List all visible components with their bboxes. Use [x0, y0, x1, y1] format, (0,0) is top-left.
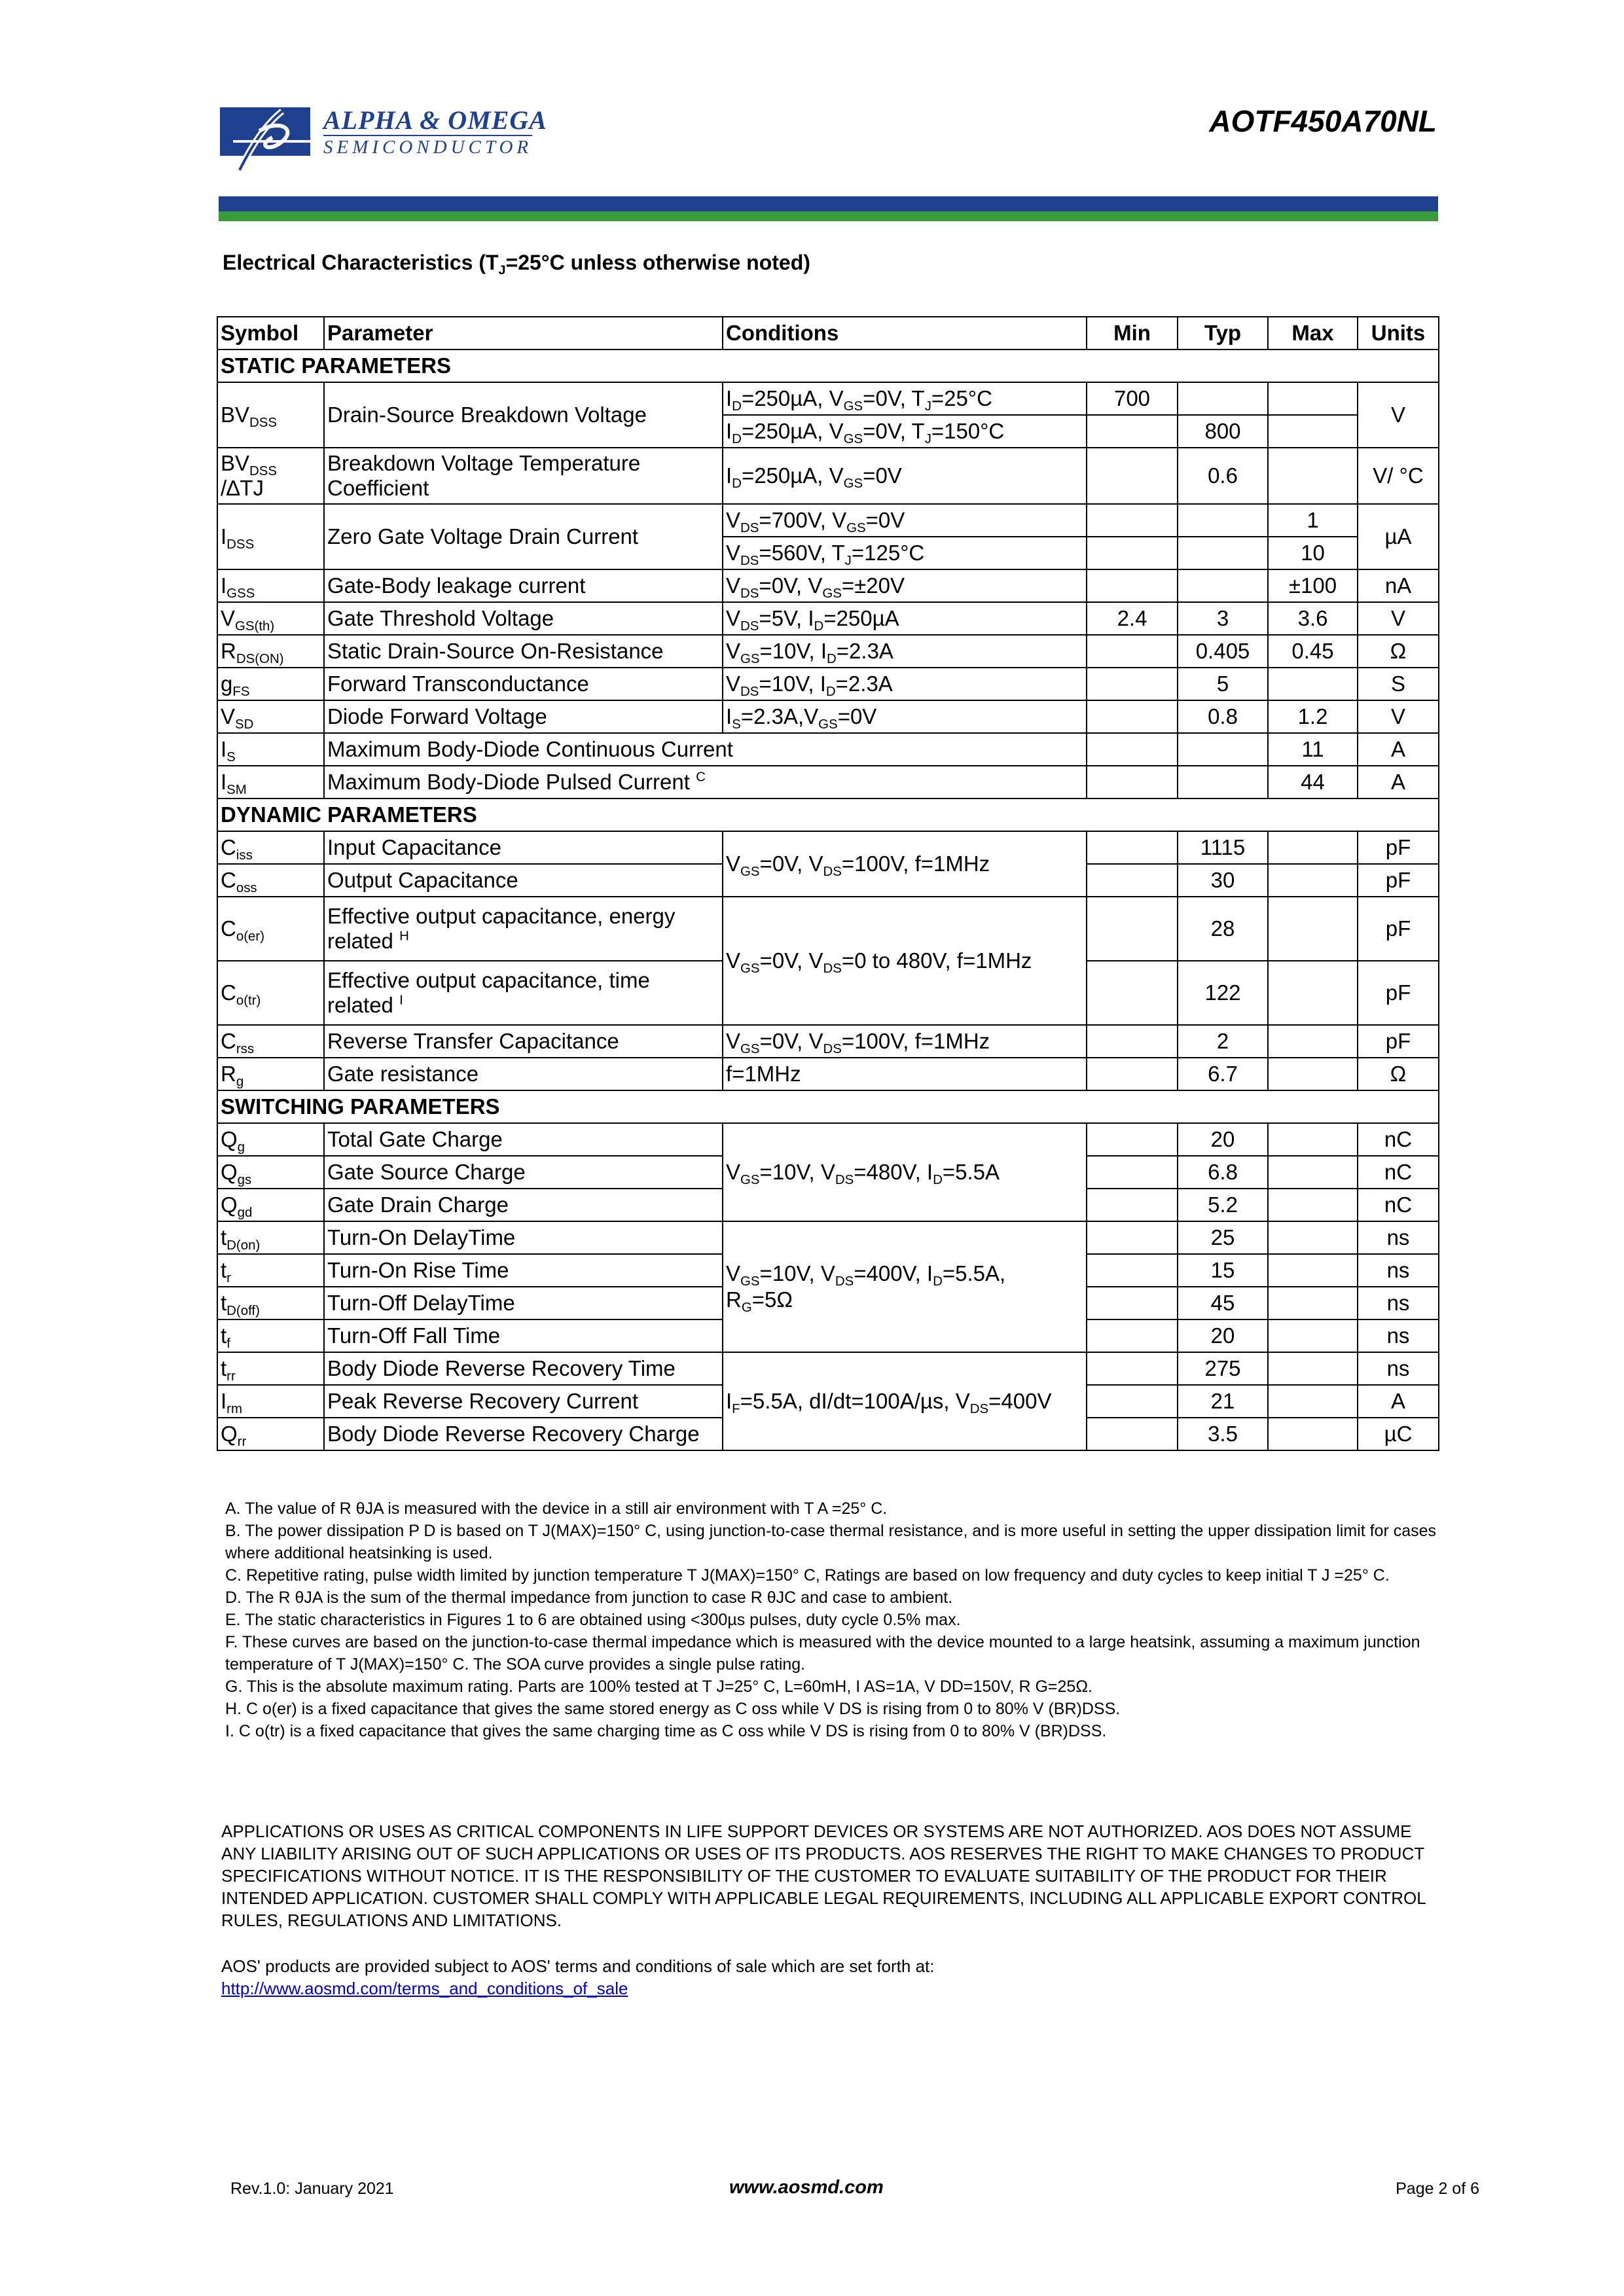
parameter-cell: Effective output capacitance, time related $^I$	[324, 961, 723, 1025]
symbol-cell: $C_{iss}$	[217, 831, 324, 864]
parameter-cell: Forward Transconductance	[324, 668, 723, 700]
symbol-cell: $V_{SD}$	[217, 700, 324, 733]
parameter-cell: Gate Drain Charge	[324, 1189, 723, 1221]
table-header-row	[217, 317, 1439, 350]
symbol-cell: $t_{D(on)}$	[217, 1221, 324, 1254]
parameter-cell: Gate resistance	[324, 1058, 723, 1090]
condition-cell: $V_{GS}=0V$, $V_{DS}=100V$, f=1MHz	[723, 1025, 1087, 1058]
parameter-cell: Peak Reverse Recovery Current	[324, 1385, 723, 1418]
alpha-omega-logo-icon	[220, 105, 318, 177]
symbol-cell: $t_f$	[217, 1319, 324, 1352]
symbol-cell: $R_g$	[217, 1058, 324, 1090]
table-row: $R_{DS(ON)}$ Static Drain-Source On-Resistance $V_{GS}=10V$, $I_D=2.3A$ 0.405 0.45 Ω	[217, 635, 1439, 668]
symbol-cell: $I_{SM}$	[217, 766, 324, 798]
symbol-cell: $g_{FS}$	[217, 668, 324, 700]
table-row: $BV_{DSS}$ Drain-Source Breakdown Voltage $I_D=250\mu A$, $V_{GS}=0V$, $T_J=25^\circ C$ 700 V	[217, 382, 1439, 415]
table-row: $C_{rss}$ Reverse Transfer Capacitance $V_{GS}=0V$, $V_{DS}=100V$, f=1MHz 2 pF	[217, 1025, 1439, 1058]
parameter-cell: Maximum Body-Diode Continuous Current	[324, 733, 1087, 766]
note-c: C. Repetitive rating, pulse width limited by junction temperature T J(MAX)=150° C, Ratings are based on low frequency and duty cycles to keep initial T J =25° C.	[225, 1566, 1390, 1585]
section-row: SWITCHING PARAMETERS	[217, 1090, 1439, 1123]
table-row: $I_{SM}$ Maximum Body-Diode Pulsed Current $^C$ 44 A	[217, 766, 1439, 798]
symbol-cell: $C_{o(tr)}$	[217, 961, 324, 1025]
footer-revision: Rev.1.0: January 2021	[230, 2179, 394, 2198]
condition-cell: f=1MHz	[723, 1058, 1087, 1090]
symbol-cell: $Q_{gs}$	[217, 1156, 324, 1189]
table-row: $V_{DS}=560V$, $T_J=125^\circ C$ 10	[217, 537, 1439, 569]
terms-section	[221, 1955, 1445, 2000]
parameter-cell: Turn-On DelayTime	[324, 1221, 723, 1254]
parameter-cell: Maximum Body-Diode Pulsed Current $^C$	[324, 766, 1087, 798]
table-row: $I_S$ Maximum Body-Diode Continuous Current 11 A	[217, 733, 1439, 766]
section-row: DYNAMIC PARAMETERS	[217, 798, 1439, 831]
header-bar-green	[219, 211, 1438, 221]
note-b: B. The power dissipation P D is based on T J(MAX)=150° C, using junction-to-case thermal resistance, and is more useful in setting the upper dissipation limit for cases where additional heatsinking is used.	[225, 1522, 1437, 1562]
condition-cell: $V_{GS}=10V$, $V_{DS}=400V$, $I_D=5.5A$, $R_G=5\Omega$	[723, 1221, 1087, 1352]
note-e: E. The static characteristics in Figures 1 to 6 are obtained using <300µs pulses, duty cycle 0.5% max.	[225, 1611, 961, 1629]
symbol-cell: $I_{rm}$	[217, 1385, 324, 1418]
terms-link[interactable]: http://www.aosmd.com/terms_and_conditions_of_sale	[221, 1979, 628, 1998]
parameter-cell: Reverse Transfer Capacitance	[324, 1025, 723, 1058]
table-row: $C_{o(er)}$ Effective output capacitance, energy related $^H$ $V_{GS}=0V$, $V_{DS}=0$ to 480V, f=1MHz 28 pF	[217, 897, 1439, 961]
footnotes	[225, 1498, 1440, 1742]
parameter-cell: Body Diode Reverse Recovery Charge	[324, 1418, 723, 1450]
note-f: F. These curves are based on the junction-to-case thermal impedance which is measured with the device mounted to a large heatsink, assuming a maximum junction temperature of T J(MAX)=150° C. The SOA curve provides a single pulse rating.	[225, 1633, 1420, 1674]
parameter-cell: Drain-Source Breakdown Voltage	[324, 382, 723, 448]
col-conditions: Conditions	[723, 317, 1087, 350]
condition-cell: $V_{GS}=10V$, $I_D=2.3A$	[723, 635, 1087, 668]
parameter-cell: Turn-Off Fall Time	[324, 1319, 723, 1352]
electrical-characteristics-table	[217, 316, 1439, 1451]
table-row: $C_{iss}$ Input Capacitance $V_{GS}=0V$, $V_{DS}=100V$, f=1MHz 1115 pF	[217, 831, 1439, 864]
footer-page-number: Page 2 of 6	[1396, 2179, 1479, 2198]
condition-cell: $I_F=5.5A$, dI/dt=100A/µs, $V_{DS}=400V$	[723, 1352, 1087, 1450]
symbol-cell: $BV_{DSS}$ /∆TJ	[217, 448, 324, 504]
condition-cell: $V_{DS}=5V$, $I_D=250\mu A$	[723, 602, 1087, 635]
symbol-cell: $C_{rss}$	[217, 1025, 324, 1058]
table-row: $Q_{gs}$ Gate Source Charge 6.8 nC	[217, 1156, 1439, 1189]
table-row: $Q_{rr}$ Body Diode Reverse Recovery Charge 3.5 µC	[217, 1418, 1439, 1450]
company-logo	[220, 105, 586, 177]
terms-text: AOS' products are provided subject to AOS' terms and conditions of sale which are set forth at:	[221, 1956, 935, 1976]
table-row: $t_{D(on)}$ Turn-On DelayTime $V_{GS}=10V$, $V_{DS}=400V$, $I_D=5.5A$, $R_G=5\Omega$ 25 ns	[217, 1221, 1439, 1254]
condition-cell: $I_D=250\mu A$, $V_{GS}=0V$	[723, 448, 1087, 504]
parameter-cell: Total Gate Charge	[324, 1123, 723, 1156]
note-h: H. C o(er) is a fixed capacitance that gives the same stored energy as C oss while V DS is rising from 0 to 80% V (BR)DSS.	[225, 1700, 1121, 1718]
col-max: Max	[1268, 317, 1358, 350]
table-row: $V_{GS(th)}$ Gate Threshold Voltage $V_{DS}=5V$, $I_D=250\mu A$ 2.4 3 3.6 V	[217, 602, 1439, 635]
col-parameter: Parameter	[324, 317, 723, 350]
parameter-cell: Static Drain-Source On-Resistance	[324, 635, 723, 668]
table-row: $t_r$ Turn-On Rise Time 15 ns	[217, 1254, 1439, 1287]
condition-cell: $V_{GS}=0V$, $V_{DS}=0$ to 480V, f=1MHz	[723, 897, 1087, 1025]
parameter-cell: Gate Source Charge	[324, 1156, 723, 1189]
condition-cell: $V_{DS}=560V$, $T_J=125^\circ C$	[723, 537, 1087, 569]
table-row: $Q_g$ Total Gate Charge $V_{GS}=10V$, $V_{DS}=480V$, $I_D=5.5A$ 20 nC	[217, 1123, 1439, 1156]
col-min: Min	[1087, 317, 1178, 350]
header-bar-blue	[219, 196, 1438, 211]
symbol-cell: $R_{DS(ON)}$	[217, 635, 324, 668]
condition-cell: $I_S=2.3A,V_{GS}=0V$	[723, 700, 1087, 733]
section-title: Electrical Characteristics ($T_J=25^\circ C$ unless otherwise noted)	[223, 251, 810, 278]
table-row: $t_{D(off)}$ Turn-Off DelayTime 45 ns	[217, 1287, 1439, 1319]
table-row: $C_{o(tr)}$ Effective output capacitance, time related $^I$ 122 pF	[217, 961, 1439, 1025]
parameter-cell: Output Capacitance	[324, 864, 723, 897]
parameter-cell: Input Capacitance	[324, 831, 723, 864]
condition-cell: $V_{GS}=0V$, $V_{DS}=100V$, f=1MHz	[723, 831, 1087, 897]
parameter-cell: Turn-Off DelayTime	[324, 1287, 723, 1319]
table-row: $BV_{DSS}$ /∆TJ Breakdown Voltage Temperature Coefficient $I_D=250\mu A$, $V_{GS}=0V$ 0.6 V/ °C	[217, 448, 1439, 504]
section-row: STATIC PARAMETERS	[217, 350, 1439, 382]
condition-cell: $I_D=250\mu A$, $V_{GS}=0V$, $T_J=25^\circ C$	[723, 382, 1087, 415]
table-row: $I_{GSS}$ Gate-Body leakage current $V_{DS}=0V$, $V_{GS}=\pm 20V$ ±100 nA	[217, 569, 1439, 602]
table-row: $C_{oss}$ Output Capacitance 30 pF	[217, 864, 1439, 897]
condition-cell: $V_{GS}=10V$, $V_{DS}=480V$, $I_D=5.5A$	[723, 1123, 1087, 1221]
condition-cell: $V_{DS}=10V$, $I_D=2.3A$	[723, 668, 1087, 700]
symbol-cell: $t_{D(off)}$	[217, 1287, 324, 1319]
symbol-cell: $I_{DSS}$	[217, 504, 324, 569]
col-units: Units	[1358, 317, 1439, 350]
note-d: D. The R θJA is the sum of the thermal impedance from junction to case R θJC and case to ambient.	[225, 1588, 953, 1607]
part-number: AOTF450A70NL	[1209, 104, 1437, 138]
col-symbol: Symbol	[217, 317, 324, 350]
table-row: $g_{FS}$ Forward Transconductance $V_{DS}=10V$, $I_D=2.3A$ 5 S	[217, 668, 1439, 700]
symbol-cell: $Q_g$	[217, 1123, 324, 1156]
table-row: $t_f$ Turn-Off Fall Time 20 ns	[217, 1319, 1439, 1352]
symbol-cell: $t_{rr}$	[217, 1352, 324, 1385]
condition-cell: $V_{DS}=0V$, $V_{GS}=\pm 20V$	[723, 569, 1087, 602]
table-row: $I_{DSS}$ Zero Gate Voltage Drain Current $V_{DS}=700V$, $V_{GS}=0V$ 1 µA	[217, 504, 1439, 537]
parameter-cell: Gate Threshold Voltage	[324, 602, 723, 635]
table-row: $I_{rm}$ Peak Reverse Recovery Current 21 A	[217, 1385, 1439, 1418]
legal-disclaimer: APPLICATIONS OR USES AS CRITICAL COMPONENTS IN LIFE SUPPORT DEVICES OR SYSTEMS ARE NOT AUTHORIZED. AOS DOES NOT ASSUME ANY LIABILITY ARISING OUT OF SUCH APPLICATIONS OR USES OF ITS PRODUCTS. AOS RESERVES THE RIGHT TO MAKE CHANGES TO PRODUCT SPECIFICATIONS WITHOUT NOTICE. IT IS THE RESPONSIBILITY OF THE CUSTOMER TO EVALUATE SUITABILITY OF THE PRODUCT FOR THEIR INTENDED APPLICATION. CUSTOMER SHALL COMPLY WITH APPLICABLE LEGAL REQUIREMENTS, INCLUDING ALL APPLICABLE EXPORT CONTROL RULES, REGULATIONS AND LIMITATIONS.	[221, 1821, 1426, 1930]
note-g: G. This is the absolute maximum rating. Parts are 100% tested at T J=25° C, L=60mH, I AS=1A, V DD=150V, R G=25Ω.	[225, 1677, 1092, 1696]
parameter-cell: Gate-Body leakage current	[324, 569, 723, 602]
symbol-cell: $Q_{gd}$	[217, 1189, 324, 1221]
brand-subtitle: SEMICONDUCTOR	[323, 135, 532, 158]
parameter-cell: Diode Forward Voltage	[324, 700, 723, 733]
table-row: $V_{SD}$ Diode Forward Voltage $I_S=2.3A,V_{GS}=0V$ 0.8 1.2 V	[217, 700, 1439, 733]
footer-website[interactable]: www.aosmd.com	[729, 2177, 884, 2198]
parameter-cell: Breakdown Voltage Temperature Coefficient	[324, 448, 723, 504]
symbol-cell: $BV_{DSS}$	[217, 382, 324, 448]
table-row: $Q_{gd}$ Gate Drain Charge 5.2 nC	[217, 1189, 1439, 1221]
condition-cell: $I_D=250\mu A$, $V_{GS}=0V$, $T_J=150^\circ C$	[723, 415, 1087, 448]
note-i: I. C o(tr) is a fixed capacitance that gives the same charging time as C oss while V DS is rising from 0 to 80% V (BR)DSS.	[225, 1722, 1107, 1740]
symbol-cell: $C_{o(er)}$	[217, 897, 324, 961]
symbol-cell: $Q_{rr}$	[217, 1418, 324, 1450]
symbol-cell: $V_{GS(th)}$	[217, 602, 324, 635]
table-row: $t_{rr}$ Body Diode Reverse Recovery Time $I_F=5.5A$, dI/dt=100A/µs, $V_{DS}=400V$ 275 ns	[217, 1352, 1439, 1385]
table-row: $R_g$ Gate resistance f=1MHz 6.7 Ω	[217, 1058, 1439, 1090]
parameter-cell: Turn-On Rise Time	[324, 1254, 723, 1287]
symbol-cell: $I_S$	[217, 733, 324, 766]
brand-name: ALPHA & OMEGA	[323, 105, 547, 135]
symbol-cell: $C_{oss}$	[217, 864, 324, 897]
parameter-cell: Zero Gate Voltage Drain Current	[324, 504, 723, 569]
note-a: A. The value of R θJA is measured with the device in a still air environment with T A =25° C.	[225, 1499, 888, 1518]
symbol-cell: $t_r$	[217, 1254, 324, 1287]
table-row: $I_D=250\mu A$, $V_{GS}=0V$, $T_J=150^\circ C$ 800	[217, 415, 1439, 448]
symbol-cell: $I_{GSS}$	[217, 569, 324, 602]
parameter-cell: Effective output capacitance, energy related $^H$	[324, 897, 723, 961]
parameter-cell: Body Diode Reverse Recovery Time	[324, 1352, 723, 1385]
col-typ: Typ	[1178, 317, 1268, 350]
condition-cell: $V_{DS}=700V$, $V_{GS}=0V$	[723, 504, 1087, 537]
